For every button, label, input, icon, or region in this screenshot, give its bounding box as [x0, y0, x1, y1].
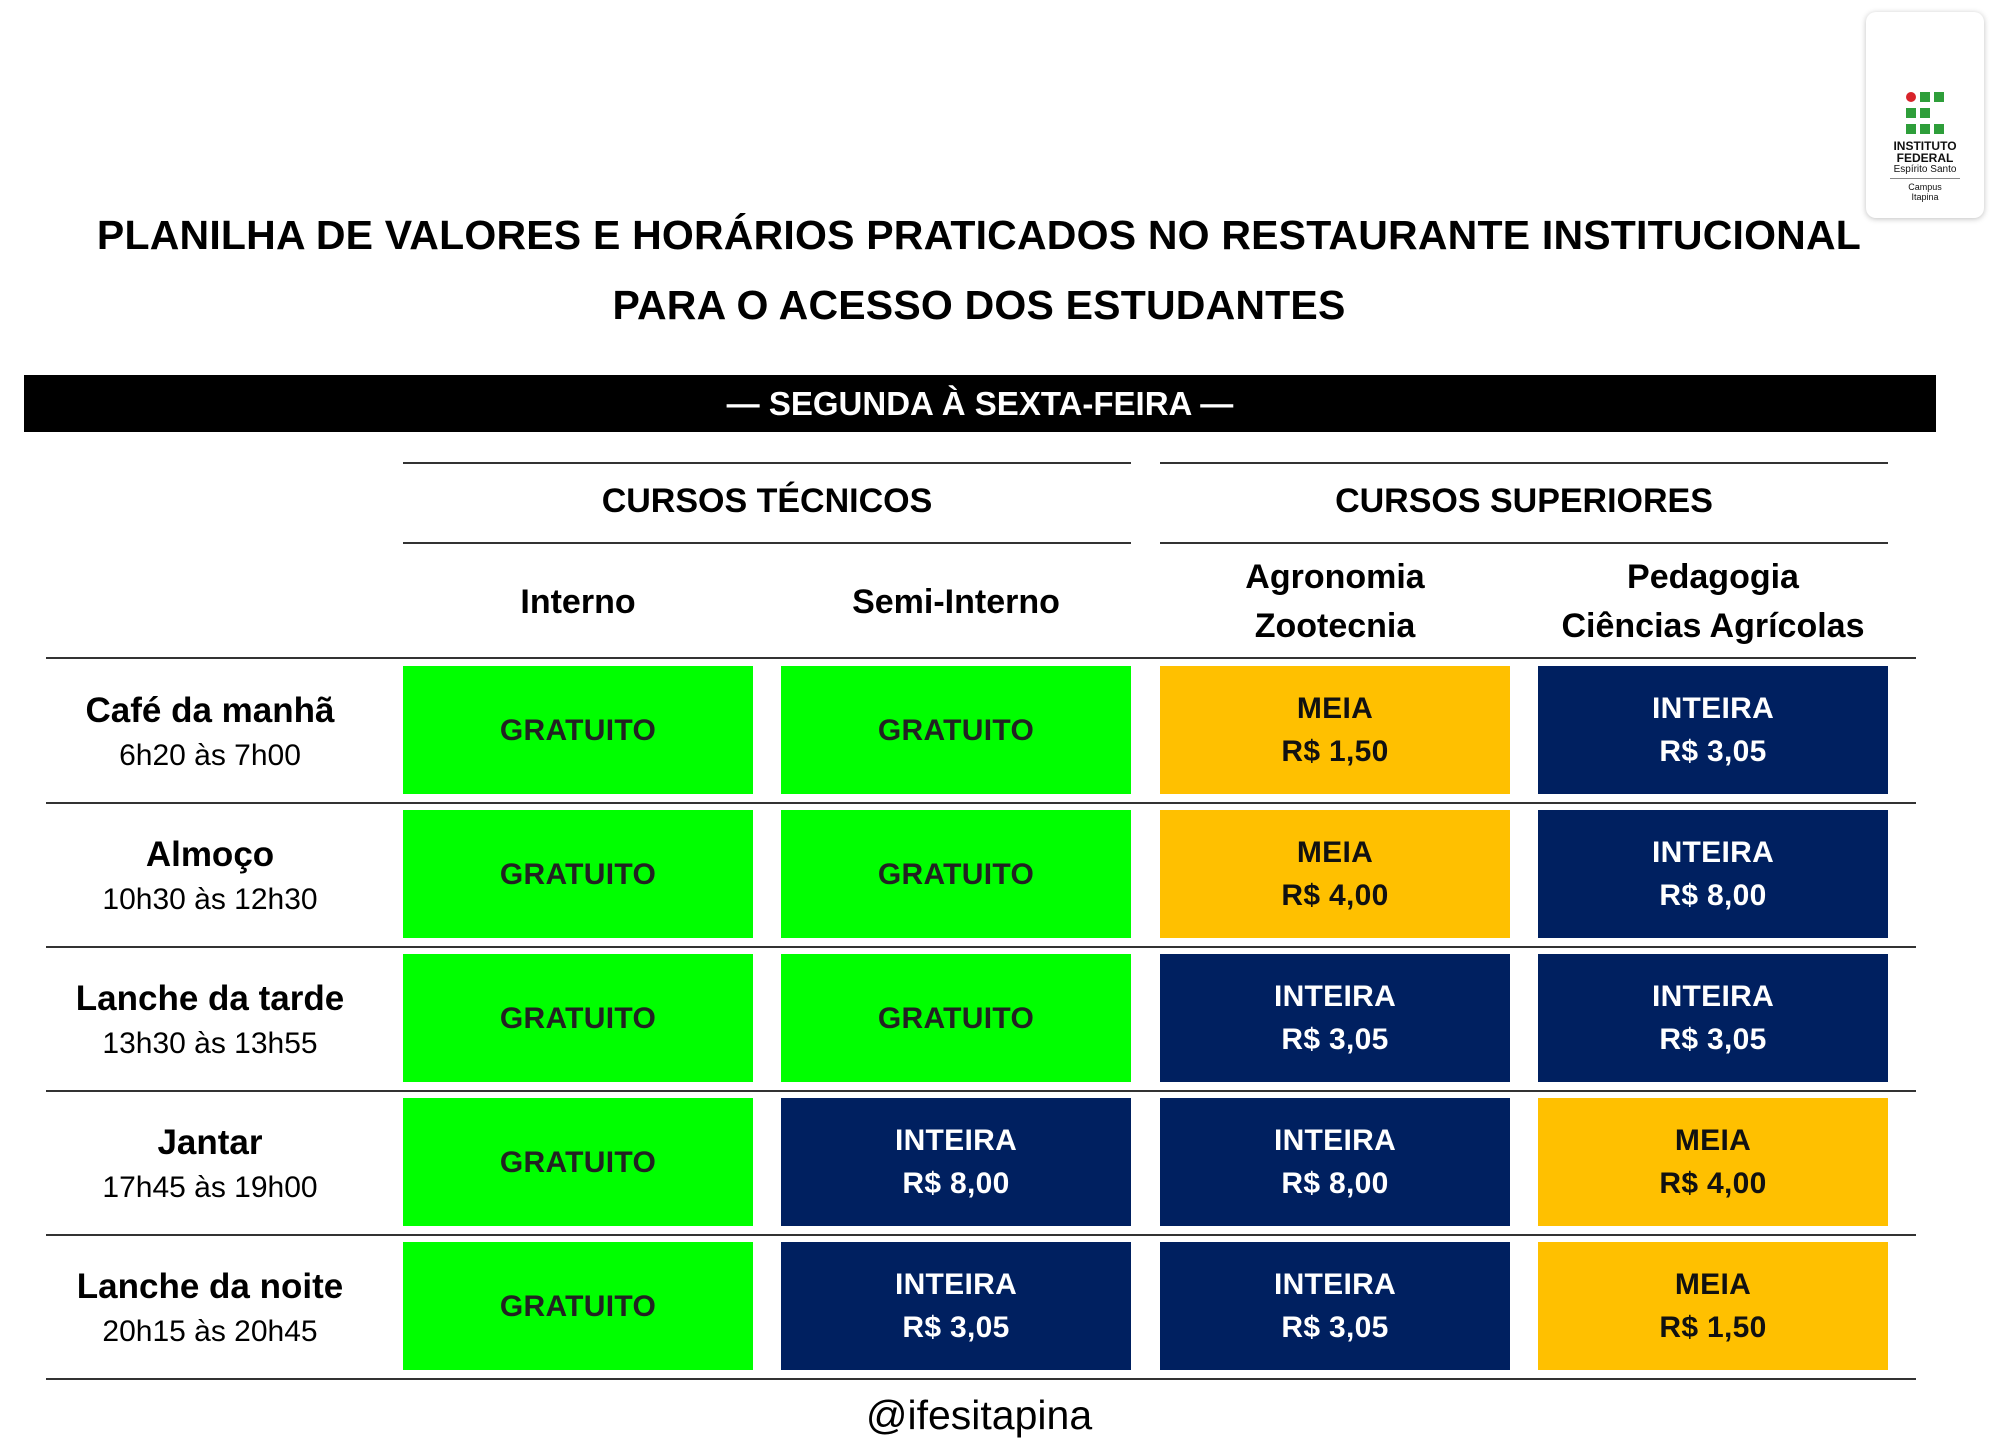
- price-cell: [1538, 954, 1888, 1082]
- price-cell: [1160, 954, 1510, 1082]
- price-cell: [403, 1242, 753, 1370]
- column-header: [781, 552, 1131, 652]
- group-header-superiores: CURSOS SUPERIORES: [1335, 482, 1713, 520]
- price-type: MEIA: [1674, 1268, 1752, 1301]
- price-cell: [403, 1098, 753, 1226]
- row-divider: [46, 1090, 1916, 1092]
- logo-divider: [1890, 178, 1960, 179]
- price-value: R$ 8,00: [1281, 1167, 1389, 1200]
- price-type: INTEIRA: [1651, 692, 1775, 725]
- logo-campus: Campus Itapina: [1908, 182, 1942, 202]
- price-cell: [1538, 1098, 1888, 1226]
- meal-time: 13h30 às 13h55: [102, 1027, 318, 1060]
- social-handle: @ifesitapina: [865, 1392, 1093, 1438]
- divider: [1160, 542, 1888, 544]
- price-value: R$ 3,05: [1659, 735, 1767, 768]
- meal-name: Lanche da tarde: [75, 979, 345, 1018]
- meal-row-label: [60, 1264, 360, 1354]
- row-divider: [46, 1234, 1916, 1236]
- price-cell: [403, 954, 753, 1082]
- price-cell: [1160, 810, 1510, 938]
- price-type: GRATUITO: [877, 857, 1035, 891]
- price-cell: [1538, 666, 1888, 794]
- price-cell: [403, 810, 753, 938]
- price-value: R$ 3,05: [1281, 1311, 1389, 1344]
- price-value: R$ 3,05: [1659, 1023, 1767, 1056]
- column-header: [1538, 552, 1888, 652]
- price-type: INTEIRA: [894, 1268, 1018, 1301]
- price-type: GRATUITO: [499, 1145, 657, 1179]
- price-cell: [781, 1098, 1131, 1226]
- price-cell: [1160, 666, 1510, 794]
- price-cell: [1538, 1242, 1888, 1370]
- price-type: INTEIRA: [1273, 1124, 1397, 1157]
- meal-row-label: [60, 832, 360, 922]
- days-banner: — SEGUNDA À SEXTA-FEIRA —: [24, 375, 1936, 432]
- row-divider: [46, 802, 1916, 804]
- column-header: [1160, 552, 1510, 652]
- meal-time: 17h45 às 19h00: [102, 1171, 318, 1204]
- price-value: R$ 3,05: [1281, 1023, 1389, 1056]
- price-type: GRATUITO: [877, 1001, 1035, 1035]
- column-header-line: Pedagogia: [1627, 558, 1799, 596]
- meal-name: Lanche da noite: [76, 1267, 344, 1306]
- price-cell: [403, 666, 753, 794]
- page-title-line-1: PLANILHA DE VALORES E HORÁRIOS PRATICADOS NO RESTAURANTE INSTITUCIONAL: [96, 212, 1862, 258]
- price-type: MEIA: [1674, 1124, 1752, 1157]
- price-type: INTEIRA: [1651, 980, 1775, 1013]
- meal-time: 20h15 às 20h45: [102, 1315, 318, 1348]
- divider: [403, 462, 1131, 464]
- price-cell: [781, 810, 1131, 938]
- meal-name: Jantar: [157, 1123, 263, 1162]
- price-type: GRATUITO: [877, 713, 1035, 747]
- price-cell: [781, 1242, 1131, 1370]
- logo-card: [1866, 12, 1984, 218]
- meal-time: 10h30 às 12h30: [102, 883, 318, 916]
- price-type: GRATUITO: [499, 1289, 657, 1323]
- price-type: MEIA: [1296, 692, 1374, 725]
- divider: [403, 542, 1131, 544]
- table-divider: [46, 657, 1916, 659]
- price-type: INTEIRA: [1273, 1268, 1397, 1301]
- row-divider: [46, 1378, 1916, 1380]
- price-value: R$ 4,00: [1659, 1167, 1767, 1200]
- price-value: R$ 8,00: [902, 1167, 1010, 1200]
- logo-state: Espírito Santo: [1893, 164, 1957, 175]
- column-header-line: Agronomia: [1245, 558, 1425, 596]
- price-cell: [1538, 810, 1888, 938]
- ifes-logo-icon: [1906, 92, 1944, 134]
- price-value: R$ 4,00: [1281, 879, 1389, 912]
- price-type: GRATUITO: [499, 857, 657, 891]
- logo-institution: INSTITUTO FEDERAL: [1893, 139, 1957, 165]
- meal-row-label: [60, 976, 360, 1066]
- column-header-line: Zootecnia: [1254, 607, 1416, 645]
- price-type: GRATUITO: [499, 713, 657, 747]
- price-type: INTEIRA: [1651, 836, 1775, 869]
- meal-name: Almoço: [145, 835, 275, 874]
- price-type: MEIA: [1296, 836, 1374, 869]
- price-value: R$ 8,00: [1659, 879, 1767, 912]
- column-header-line: Interno: [520, 582, 636, 621]
- meal-time: 6h20 às 7h00: [119, 739, 301, 772]
- price-value: R$ 3,05: [902, 1311, 1010, 1344]
- price-type: INTEIRA: [1273, 980, 1397, 1013]
- divider: [1160, 462, 1888, 464]
- price-cell: [781, 666, 1131, 794]
- meal-row-label: [60, 1120, 360, 1210]
- page-title-line-2: PARA O ACESSO DOS ESTUDANTES: [612, 282, 1346, 328]
- price-value: R$ 1,50: [1281, 735, 1389, 768]
- price-value: R$ 1,50: [1659, 1311, 1767, 1344]
- price-cell: [1160, 1242, 1510, 1370]
- price-cell: [1160, 1098, 1510, 1226]
- column-header-line: Ciências Agrícolas: [1561, 607, 1865, 645]
- price-type: INTEIRA: [894, 1124, 1018, 1157]
- meal-row-label: [60, 688, 360, 778]
- column-header-line: Semi-Interno: [852, 582, 1060, 621]
- price-cell: [781, 954, 1131, 1082]
- group-header-tecnicos: CURSOS TÉCNICOS: [601, 482, 933, 520]
- price-type: GRATUITO: [499, 1001, 657, 1035]
- row-divider: [46, 946, 1916, 948]
- meal-name: Café da manhã: [85, 691, 335, 730]
- column-header: [403, 552, 753, 652]
